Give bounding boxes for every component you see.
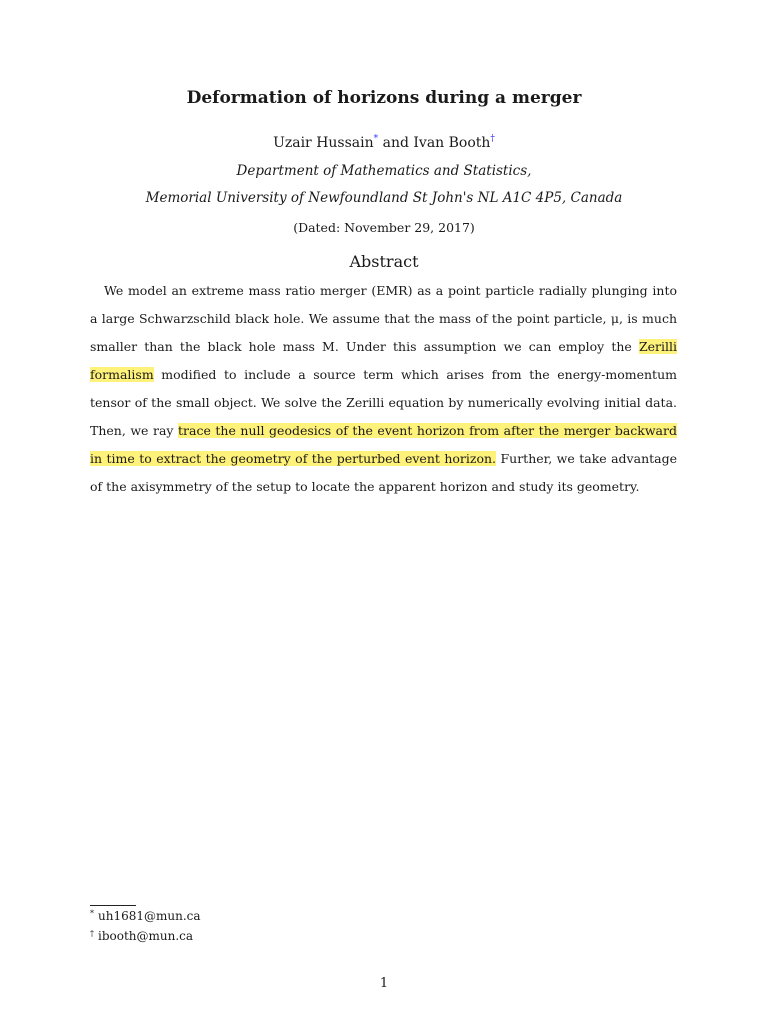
page-number: 1 [379,976,389,991]
footnote-mark: † [90,929,94,938]
affiliation-line: Memorial University of Newfoundland St John's NL A1C 4P5, Canada [145,190,623,206]
footnote [90,909,201,923]
abstract-heading: Abstract [349,252,419,271]
abstract-segment: modified to include a source term which arises from the energy-momentum tensor of the small object. We solve the Zerilli equation by numerically evolving initial data. Then, we ray [90,367,677,438]
author-separator: and [378,135,414,151]
highlighted-text: trace the null geodesics of the event horizon from after the merger backward in time to extract the geometry of the perturbed event horizon. [90,423,677,466]
footnote-email[interactable]: ibooth@mun.ca [98,929,194,943]
footnote-mark-link[interactable]: * [373,134,379,144]
highlighted-text: Zerilli formalism [90,339,677,382]
abstract-segment: We model an extreme mass ratio merger (EMR) as a point particle radially plunging into a large Schwarzschild black hole. We assume that the mass of the point particle, μ, is much smaller than the black hole mass M. Under this assumption we can employ the [90,283,677,354]
affiliation-line: Department of Mathematics and Statistics, [236,163,532,179]
author-name: Uzair Hussain [273,135,374,151]
footnote-rule [90,905,136,906]
footnote [90,929,193,943]
date-line: (Dated: November 29, 2017) [293,220,475,235]
footnote-email[interactable]: uh1681@mun.ca [98,909,201,923]
author-name: Ivan Booth [413,135,491,151]
author-line [0,135,768,151]
footnote-mark-link[interactable]: † [490,134,495,144]
abstract-text [90,277,677,501]
abstract-segment: Further, we take advantage of the axisymmetry of the setup to locate the apparent horizon and study its geometry. [90,451,678,494]
paper-title: Deformation of horizons during a merger [186,88,582,108]
footnote-mark: * [90,909,94,918]
